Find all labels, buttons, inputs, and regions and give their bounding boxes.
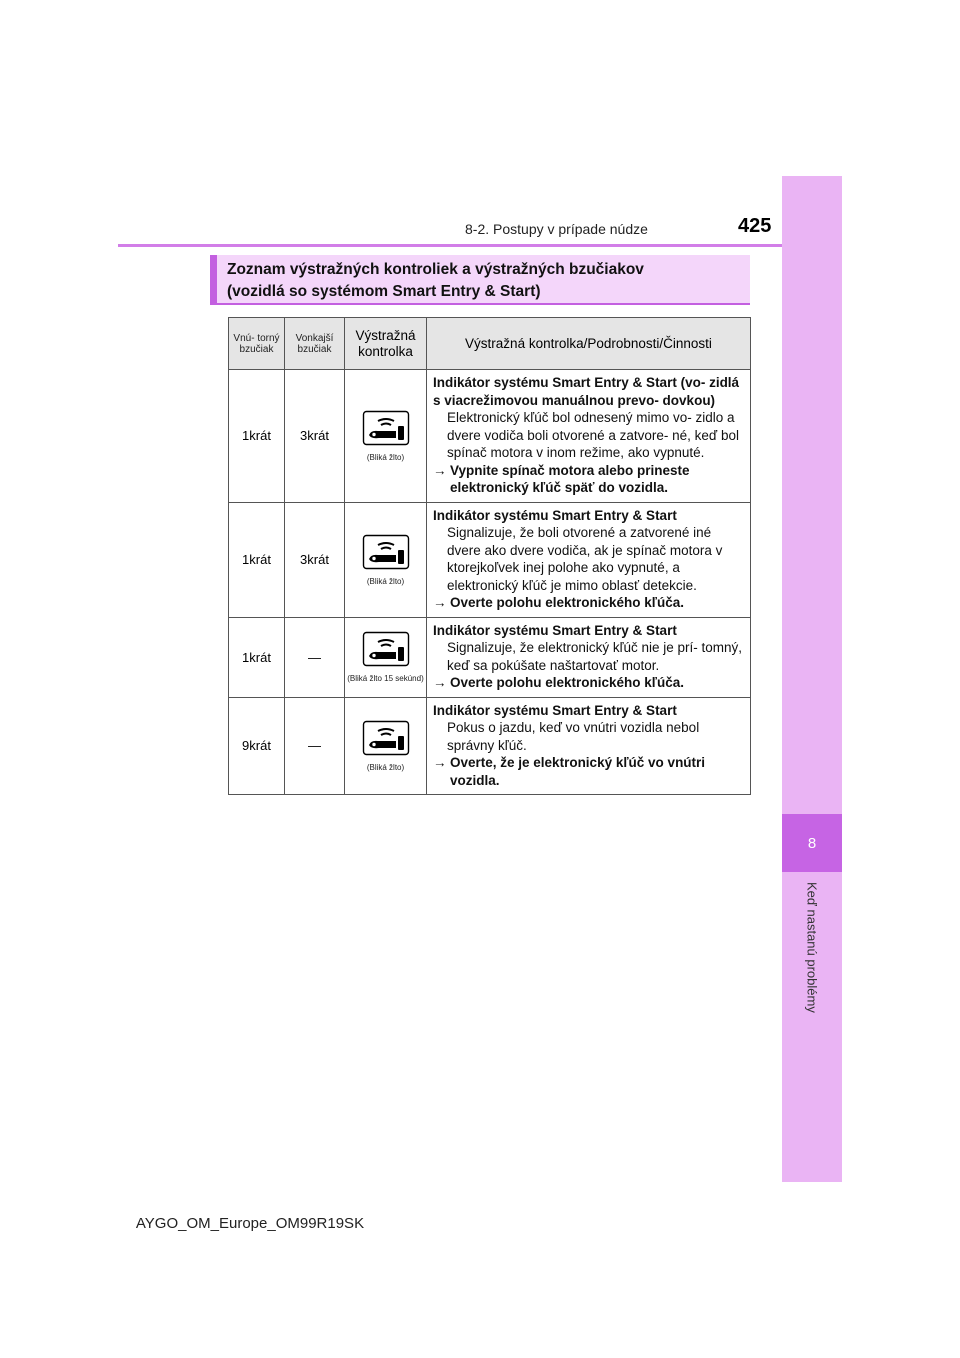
action-text: Vypnite spínač motora alebo prineste elektronický kľúč späť do vozidla. <box>450 462 690 495</box>
header-rule <box>118 244 782 247</box>
interior-buzzer-count: 1krát <box>229 502 285 617</box>
header-interior-buzzer: Vnú- torný bzučiak <box>229 318 285 370</box>
section-breadcrumb: 8-2. Postupy v prípade núdze <box>465 221 648 237</box>
blink-note: (Bliká žlto) <box>366 576 405 586</box>
exterior-buzzer-count: — <box>285 697 345 795</box>
chapter-title: Keď nastanú problémy <box>804 882 820 1013</box>
detail-cell <box>427 370 751 503</box>
exterior-buzzer-count: — <box>285 617 345 697</box>
header-exterior-buzzer: Vonkajší bzučiak <box>285 318 345 370</box>
detail-cell <box>427 617 751 697</box>
detail-title: Indikátor systému Smart Entry & Start (vo- zidlá s viacrežimovou manuálnou prevo- dovkou) <box>433 375 740 408</box>
detail-description: Pokus o jazdu, keď vo vnútri vozidla nebol správny kľúč. <box>447 720 700 753</box>
action-text: Overte polohu elektronického kľúča. <box>450 595 685 610</box>
interior-buzzer-count: 1krát <box>229 370 285 503</box>
exterior-buzzer-count: 3krát <box>285 370 345 503</box>
warning-table <box>228 317 751 795</box>
warning-light-cell <box>345 502 427 617</box>
key-warning-icon <box>362 410 410 446</box>
detail-cell <box>427 502 751 617</box>
arrow-icon: → <box>433 595 447 610</box>
exterior-buzzer-count: 3krát <box>285 502 345 617</box>
detail-action <box>433 462 746 497</box>
section-heading-line1: Zoznam výstražných kontroliek a výstražných bzučiakov <box>227 261 644 278</box>
interior-buzzer-count: 9krát <box>229 697 285 795</box>
section-heading <box>210 255 750 305</box>
warning-light-cell <box>345 697 427 795</box>
chapter-title-box <box>782 876 842 1176</box>
interior-buzzer-count: 1krát <box>229 617 285 697</box>
blink-note: (Bliká žlto) <box>366 452 405 462</box>
table-row <box>229 502 751 617</box>
detail-action <box>433 754 746 789</box>
action-text: Overte, že je elektronický kľúč vo vnútri vozidla. <box>450 755 706 788</box>
detail-title: Indikátor systému Smart Entry & Start <box>433 702 677 718</box>
arrow-icon: → <box>433 675 447 690</box>
chapter-number: 8 <box>782 814 842 872</box>
header-details: Výstražná kontrolka/Podrobnosti/Činnosti <box>427 318 751 370</box>
warning-light-cell <box>345 617 427 697</box>
key-warning-icon <box>362 534 410 570</box>
key-warning-icon <box>362 631 410 667</box>
detail-title: Indikátor systému Smart Entry & Start <box>433 507 677 523</box>
detail-description: Signalizuje, že boli otvorené a zatvorené iné dvere ako dvere vodiča, ak je spínač motora v ktorejkoľvek inej polohe ako vypnuté, a elektronický kľúč je mimo oblasť detekcie. <box>447 525 723 593</box>
table-header-row <box>229 318 751 370</box>
table-row <box>229 617 751 697</box>
section-heading-line2: (vozidlá so systémom Smart Entry & Start) <box>227 283 541 300</box>
chapter-side-tab <box>782 176 842 1182</box>
page-number: 425 <box>738 215 772 237</box>
action-text: Overte polohu elektronického kľúča. <box>450 675 685 690</box>
key-warning-icon <box>362 720 410 756</box>
document-code: AYGO_OM_Europe_OM99R19SK <box>135 1215 365 1232</box>
header-warning-light: Výstražná kontrolka <box>345 318 427 370</box>
table-row <box>229 697 751 795</box>
blink-note: (Bliká žlto 15 sekúnd) <box>347 674 424 683</box>
detail-cell <box>427 697 751 795</box>
detail-description: Elektronický kľúč bol odnesený mimo vo- zidlo a dvere vodiča boli otvorené a zatvore- né, keď bol spínač motora v inom režime, ako vypnuté. <box>447 410 739 460</box>
blink-note: (Bliká žlto) <box>366 762 405 772</box>
detail-title: Indikátor systému Smart Entry & Start <box>433 622 677 638</box>
table-row <box>229 370 751 503</box>
detail-description: Signalizuje, že elektronický kľúč nie je prí- tomný, keď sa pokúšate naštartovať motor. <box>447 640 743 673</box>
detail-action <box>433 674 746 692</box>
arrow-icon: → <box>433 462 447 478</box>
warning-light-cell <box>345 370 427 503</box>
arrow-icon: → <box>433 755 447 770</box>
detail-action <box>433 594 746 612</box>
